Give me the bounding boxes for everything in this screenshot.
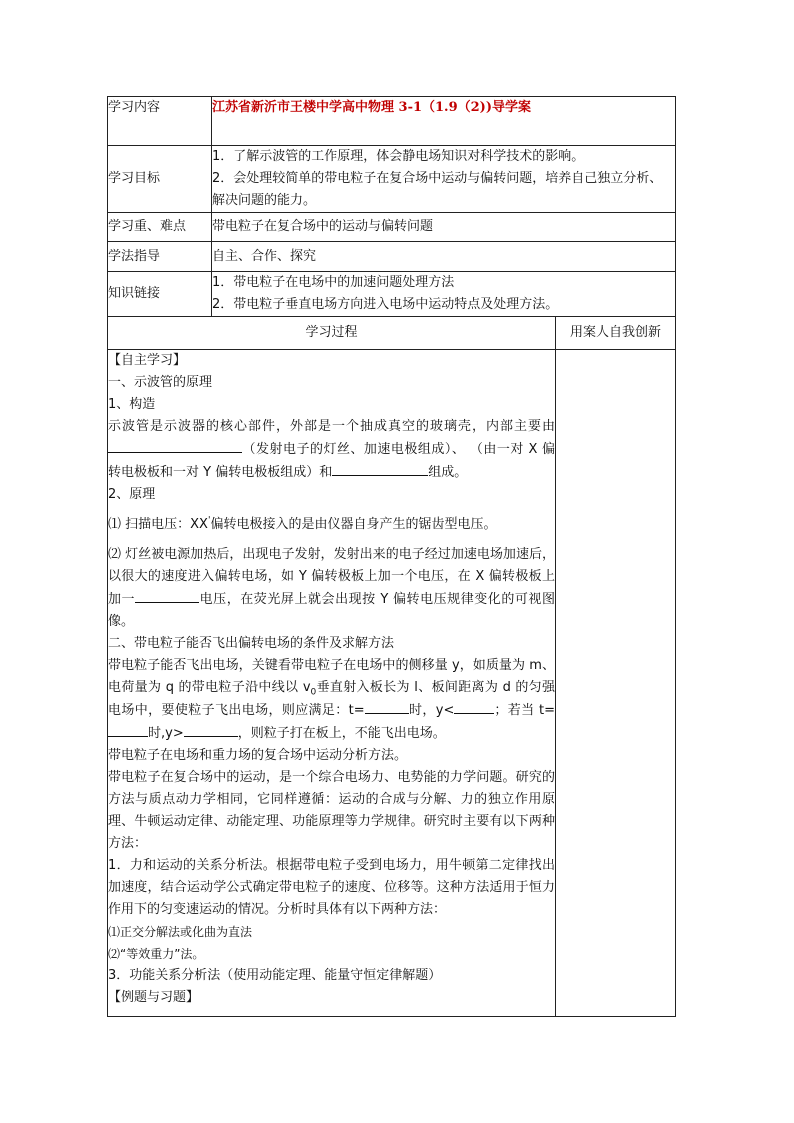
fill-blank[interactable] xyxy=(332,461,428,476)
fill-blank[interactable] xyxy=(108,438,242,453)
key-points-label: 学习重、难点 xyxy=(108,213,212,242)
prime-mark: ' xyxy=(207,515,211,526)
objectives-label: 学习目标 xyxy=(108,146,212,213)
section-title: 一、示波管的原理 xyxy=(108,375,213,390)
text-run: ；若当 t= xyxy=(494,703,555,718)
text-run: 时,y> xyxy=(148,726,184,741)
link-item: 2．带电粒子垂直电场方向进入电场中运动特点及处理方法。 xyxy=(212,297,559,312)
links-label: 知识链接 xyxy=(108,272,212,317)
process-header: 学习过程 xyxy=(108,317,556,350)
spacer xyxy=(108,506,555,514)
text-run: 偏转电极接入的是由仪器自身产生的锯齿型电压。 xyxy=(210,517,497,532)
condition-paragraph xyxy=(108,655,555,745)
method-value: 自主、合作、探究 xyxy=(212,242,676,272)
side-header: 用案人自我创新 xyxy=(556,317,676,350)
key-points-value: 带电粒子在复合场中的运动与偏转问题 xyxy=(212,213,676,242)
paragraph: 带电粒子在复合场中的运动，是一个综合电场力、电势能的力学问题。研究的方法与质点动力学相同，它同样遵循：运动的合成与分解、力的独立作用原理、牛顿运动定律、动能定理、功能原理等力学规律。研究时主要有以下两种方法： xyxy=(108,770,555,851)
structure-paragraph xyxy=(108,416,555,484)
fill-blank[interactable] xyxy=(108,722,148,737)
text-run: 电压，在荧光屏上就会出现按 Y 偏转电压规律变化的可视图像。 xyxy=(108,592,555,629)
paragraph: 3．功能关系分析法（使用动能定理、能量守恒定律解题） xyxy=(108,968,442,983)
text-run: 带电粒子能否飞出电场，关键看带电粒子在电场中的侧移量 y，如质量为 m、电荷量为 q 的带电粒子沿中线以 v xyxy=(108,658,555,695)
page-title: 江苏省新沂市王楼中学高中物理 3-1（1.9（2))导学案 xyxy=(212,97,676,146)
text-run: （发射电子的灯丝、加速电极组成）、 xyxy=(242,442,466,457)
principle-item xyxy=(108,514,555,536)
fill-blank[interactable] xyxy=(365,699,409,714)
self-study-heading: 【自主学习】 xyxy=(108,353,187,368)
paragraph: 1．力和运动的关系分析法。根据带电粒子受到电场力，用牛顿第二定律找出加速度，结合运动学公式确定带电粒子的速度、位移等。这种方法适用于恒力作用下的匀变速运动的情况。分析时具体有以下两种方法： xyxy=(108,858,555,917)
subsection-title: 2、原理 xyxy=(108,487,156,502)
fill-blank[interactable] xyxy=(135,588,199,603)
study-guide-table xyxy=(107,96,676,1017)
text-run: 示波管是示波器的核心部件，外部是一个抽成真空的玻璃壳，内部主要由 xyxy=(108,419,555,434)
text-run: 垂直射入板长为 l、板间距离为 d 的匀强电场中，要使粒子飞出电场，则应满足：t= xyxy=(108,680,556,718)
text-run: ⑴ 扫描电压：XX xyxy=(108,517,208,532)
text-run: 时， xyxy=(408,703,436,718)
text-run: ⑵ 灯丝被电源加热后，出现电子发射，发射出来的电子经过加速电场加速后，以很大的速度进入偏转电场，如 Y 偏转极板上加一个电压，在 X 偏转极板上加一 xyxy=(108,547,555,607)
method-label: 学法指导 xyxy=(108,242,212,272)
fill-blank[interactable] xyxy=(454,699,494,714)
section-title: 二、带电粒子能否飞出偏转电场的条件及求解方法 xyxy=(108,636,395,651)
principle-item xyxy=(108,544,555,633)
text-run: （由一对 X 偏转电极板和一对 Y 偏转电极板组成）和 xyxy=(108,442,555,480)
links-content xyxy=(212,272,676,317)
fill-blank[interactable] xyxy=(184,722,238,737)
method-item: ⑵“等效重力”法。 xyxy=(108,947,205,961)
objectives-content xyxy=(212,146,676,213)
objective-item: 1．了解示波管的工作原理，体会静电场知识对科学技术的影响。 xyxy=(212,149,585,164)
subsection-title: 1、构造 xyxy=(108,397,156,412)
paragraph: 带电粒子在电场和重力场的复合场中运动分析方法。 xyxy=(108,748,408,763)
link-item: 1．带电粒子在电场中的加速问题处理方法 xyxy=(212,275,455,290)
subscript: 0 xyxy=(310,687,317,698)
text-run: y< xyxy=(435,703,455,718)
spacer xyxy=(108,536,555,544)
text-run: 组成。 xyxy=(428,465,468,480)
method-item: ⑴正交分解法或化曲为直法 xyxy=(108,925,253,939)
process-content xyxy=(108,350,556,1017)
objective-item: 2．会处理较简单的带电粒子在复合场中运动与偏转问题，培养自己独立分析、解决问题的能力。 xyxy=(212,171,663,208)
notes-column[interactable] xyxy=(556,350,676,1017)
text-run: ，则粒子打在板上，不能飞出电场。 xyxy=(237,726,446,741)
examples-heading: 【例题与习题】 xyxy=(108,990,200,1005)
content-label: 学习内容 xyxy=(108,97,212,146)
